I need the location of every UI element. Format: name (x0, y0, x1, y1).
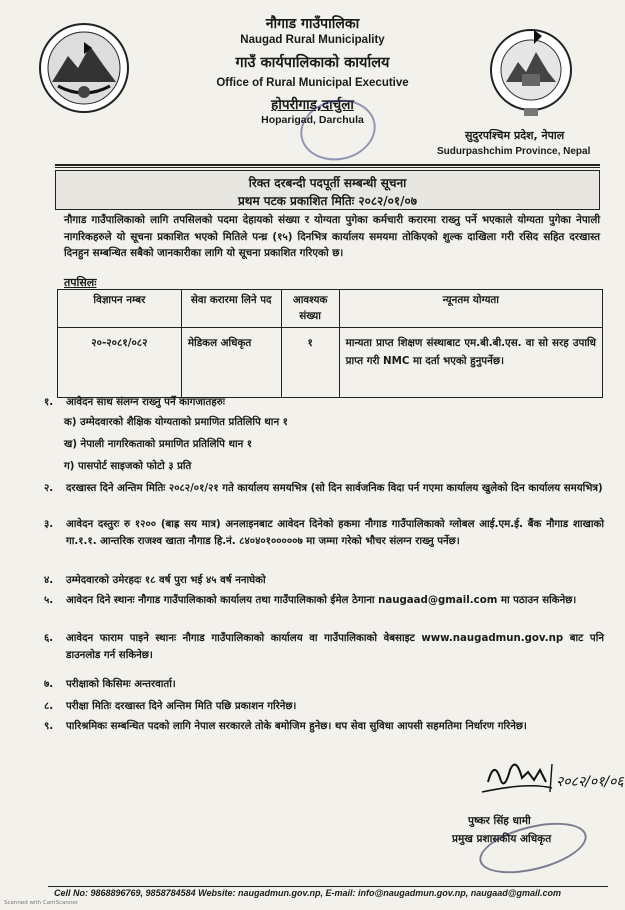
intro-paragraph: नौगाड गाउँपालिकाको लागि तपसिलको पदमा देहायको संख्या र योग्यता पुगेका कर्मचारी करारमा राख्नु पर्ने भएकाले योग्यता पुगेका नेपाली नागरिकहरुले यो सूचना प्रकाशित भएको मितिले पन्ध्र (१५) दिनभित्र कार्यालय समयमा तोकिएको शुल्क दाखिला गरी रसिद सहित दरखास्त दिनहुन सम्बन्धित सबैको जानकारीका लागि यो सूचना प्रकाशित गरिएको छ। (64, 214, 600, 259)
scanner-watermark: Scanned with CamScanner (4, 900, 78, 906)
footer-contact: Cell No: 9868896769, 9858784584 Website: naugadmun.gov.np, E-mail: info@naugadmun.gov.np, naugaad@gmail.com (54, 888, 562, 898)
col-qualification: न्यूनतम योग्यता (339, 290, 602, 328)
naugad-municipality-logo (488, 22, 574, 120)
item-number: ३. (44, 519, 54, 530)
list-item (44, 394, 604, 411)
office-name-en: Office of Rural Municipal Executive (216, 77, 409, 89)
list-item (44, 480, 604, 497)
list-item (44, 592, 604, 609)
item-number: १. (44, 397, 54, 408)
footer-divider (48, 886, 608, 887)
nepal-emblem-logo (38, 22, 130, 114)
published-date: प्रथम पटक प्रकाशित मितिः २०८२/०१/०७ (237, 194, 418, 208)
item-number: ८. (44, 701, 54, 712)
signature-date: २०८२/०१/०६ (556, 774, 624, 790)
vacancy-table (57, 289, 603, 398)
item-number: २. (44, 483, 54, 494)
item-text: परीक्षा मितिः दरखास्त दिने अन्तिम मिति पछि प्रकाशन गरिनेछ। (66, 701, 297, 712)
cell-qualification: मान्यता प्राप्त शिक्षण संस्थाबाट एम.बी.बी.एस. वा सो सरह उपाधि प्राप्त गरी NMC मा दर्ता भएको हुनुपर्नेछ। (339, 328, 602, 398)
province-en: Sudurpashchim Province, Nepal (437, 146, 591, 157)
location-en: Hoparigad, Darchula (261, 114, 364, 126)
province-np: सुदुरपश्चिम प्रदेश, नेपाल (465, 129, 565, 142)
col-ad-number: विज्ञापन नम्बर (58, 290, 182, 328)
item-text: उम्मेदवारको उमेरहदः १८ वर्ष पुरा भई ४५ वर्ष ननाघेको (66, 575, 266, 586)
item-number: ६. (44, 633, 54, 644)
header-divider-thin (55, 167, 600, 168)
item-text: आवेदन फाराम पाइने स्थानः नौगाड गाउँपालिकाको कार्यालय वा गाउँपालिकाको वेबसाइट www.naugadmun.gov.np बाट पनि डाउनलोड गर्न सकिनेछ। (66, 633, 604, 661)
cell-count: १ (281, 328, 339, 398)
table-row (58, 328, 603, 398)
header-divider (55, 164, 600, 166)
cell-ad-number: २०-२०८१/०८२ (58, 328, 182, 398)
cell-post: मेडिकल अधिकृत (181, 328, 281, 398)
notice-title-box (55, 170, 600, 210)
item-text: पारिश्रमिकः सम्बन्धित पदको लागि नेपाल सरकारले तोके बमोजिम हुनेछ। थप सेवा सुविधा आपसी सहमतिमा निर्धारण गरिनेछ। (66, 721, 527, 732)
document-item: क) उम्मेदवारको शैक्षिक योग्यताको प्रमाणित प्रतिलिपि थान १ (64, 417, 288, 428)
col-post: सेवा करारमा लिने पद (181, 290, 281, 328)
item-text: दरखास्त दिने अन्तिम मितिः २०८२/०१/२१ गते कार्यालय समयभित्र (सो दिन सार्वजनिक विदा पर्न गएमा कार्यालय खुलेको दिन कार्यालय समयभित्र) (66, 483, 603, 494)
col-count: आवश्यक संख्या (281, 290, 339, 328)
item-text: आवेदन साथ संलग्न राख्नु पर्ने कागजातहरुः (66, 397, 225, 408)
municipality-name-en: Naugad Rural Municipality (240, 34, 385, 46)
item-number: ९. (44, 721, 54, 732)
office-name-np: गाउँ कार्यपालिकाको कार्यालय (235, 55, 390, 71)
list-item (44, 572, 604, 589)
location-np: होपरीगाड,दार्चुला (271, 97, 354, 113)
document-item: ख) नेपाली नागरिकताको प्रमाणित प्रतिलिपि थान १ (64, 439, 253, 450)
table-header-row (58, 290, 603, 328)
signatory-name: पुष्कर सिंह धामी (468, 815, 531, 827)
item-number: ४. (44, 575, 54, 586)
item-text: आवेदन दिने स्थानः नौगाड गाउँपालिकाको कार्यालय तथा गाउँपालिकाको ईमेल ठेगाना naugaad@gmail.com मा पठाउन सकिनेछ। (66, 595, 577, 606)
list-item (44, 676, 604, 693)
municipality-name-np: नौगाड गाउँपालिका (265, 16, 360, 32)
list-item (44, 516, 604, 550)
list-item (44, 698, 604, 715)
item-text: आवेदन दस्तुरः रु १२०० (बाह्र सय मात्र) अनलाइनबाट आवेदन दिनेको हकमा नौगाड गाउँपालिकाको ग्लोबल आई.एम.ई. बैंक नौगाड शाखाको गा.१.१. आन्तरिक राजश्व खाता नौगाड हि.नं. ८४०४०१०००००७ मा जम्मा गरेको भौचर संलग्न राख्नु पर्नेछ। (66, 519, 604, 547)
details-label: तपसिलः (64, 276, 97, 289)
document-item: ग) पासपोर्ट साइजको फोटो ३ प्रति (64, 461, 192, 472)
list-item (44, 718, 604, 735)
notice-title: रिक्त दरबन्दी पदपूर्ती सम्बन्धी सूचना (248, 176, 407, 190)
item-text: परीक्षाको किसिमः अन्तरवार्ता। (66, 679, 176, 690)
list-item (44, 630, 604, 664)
signatory-title: प्रमुख प्रशासकीय अधिकृत (452, 833, 552, 845)
item-number: ५. (44, 595, 54, 606)
handwritten-signature (468, 752, 624, 802)
item-number: ७. (44, 679, 54, 690)
